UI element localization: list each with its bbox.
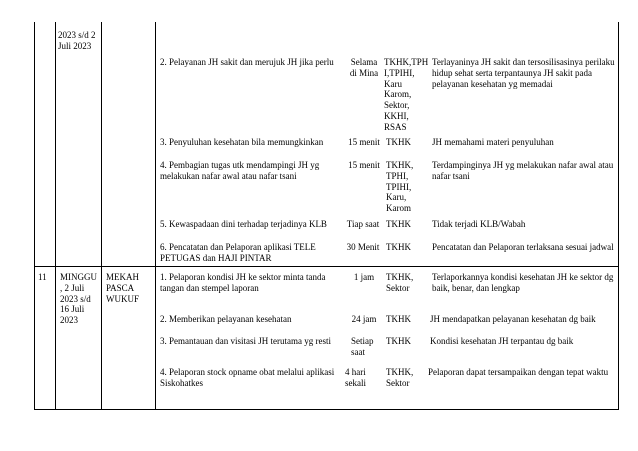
activity-pic: TKHK — [386, 137, 411, 147]
activity-text: 3. Penyuluhan kesehatan bila memungkinkan — [160, 137, 324, 147]
activity-time: Selama di Mina — [349, 57, 379, 78]
activity-output: Terlayaninya JH sakit dan tersosilisasinya perilaku hidup sehat serta terpantaunya JH sakit pada pelayanan kesehatan yg memadai — [432, 57, 615, 89]
activity-text: 3. Pemantauan dan visitasi JH terutama yg resti — [160, 336, 331, 346]
activity-time: Tiap saat — [346, 219, 380, 229]
activity-output: Tidak terjadi KLB/Wabah — [432, 219, 526, 229]
table-col-divider — [55, 22, 56, 410]
activity-text: 6. Pencatatan dan Pelaporan aplikasi TELE PETUGAS dan HAJI PINTAR — [160, 242, 316, 263]
table-col-divider — [101, 22, 102, 410]
row-prev-date: 2023 s/d 2 Juli 2023 — [58, 30, 96, 51]
table-border-right — [618, 22, 619, 410]
table-border-bottom — [34, 409, 619, 410]
activity-time: 30 Menit — [346, 242, 380, 252]
activity-pic: TKHK, Sektor — [386, 367, 414, 388]
activity-time: 24 jam — [351, 314, 377, 324]
activity-text: 5. Kewaspadaan dini terhadap terjadinya KLB — [160, 219, 327, 229]
activity-pic: TKHK — [386, 242, 411, 252]
activity-output: Pelaporan dapat tersampaikan dengan tepat waktu — [428, 367, 609, 377]
activity-output: Pencatatan dan Pelaporan terlaksana sesuai jadwal — [432, 242, 614, 252]
activity-output: Kondisi kesehatan JH terpantau dg baik — [430, 336, 574, 346]
activity-pic: TKHK, Sektor — [386, 272, 414, 293]
activity-output: Terlaporkannya kondisi kesehatan JH ke sektor dg baik, benar, dan lengkap — [432, 272, 614, 293]
activity-output: JH mendapatkan pelayanan kesehatan dg baik — [430, 314, 596, 324]
row-number: 11 — [38, 272, 47, 282]
activity-pic: TKHK, TPHI, TPIHI, Karu, Karom — [386, 160, 414, 214]
activity-pic: TKHK — [386, 314, 411, 324]
activity-time: 4 hari sekali — [345, 367, 366, 388]
activity-time: Setiap saat — [351, 336, 374, 357]
activity-text: 4. Pelaporan stock opname obat melalui aplikasi Siskohatkes — [160, 367, 335, 388]
row-separator — [34, 266, 619, 267]
activity-text: 1. Pelaporan kondisi JH ke sektor minta tanda tangan dan stempel laporan — [160, 272, 326, 293]
row-phase: MEKAH PASCA WUKUF — [106, 272, 139, 304]
table-col-divider — [155, 22, 156, 410]
activity-pic: TKHK — [386, 336, 411, 346]
activity-output: JH memahami materi penyuluhan — [432, 137, 554, 147]
activity-text: 4. Pembagian tugas utk mendampingi JH yg melakukan nafar awal atau nafar tsani — [160, 160, 320, 181]
activity-pic: TKHK,TPH I,TPIHI, Karu Karom, Sektor, KKHI, RSAS — [384, 57, 429, 132]
table-border-left — [34, 22, 35, 410]
activity-output: Terdampinginya JH yg melakukan nafar awal atau nafar tsani — [432, 160, 614, 181]
activity-text: 2. Memberikan pelayanan kesehatan — [160, 314, 292, 324]
activity-time: 15 menit — [348, 137, 380, 147]
activity-time: 15 menit — [348, 160, 380, 170]
activity-pic: TKHK — [386, 219, 411, 229]
activity-time: 1 jam — [353, 272, 375, 282]
row-day: MINGGU , 2 Juli 2023 s/d 16 Juli 2023 — [60, 272, 97, 326]
activity-text: 2. Pelayanan JH sakit dan merujuk JH jika perlu — [160, 57, 334, 67]
